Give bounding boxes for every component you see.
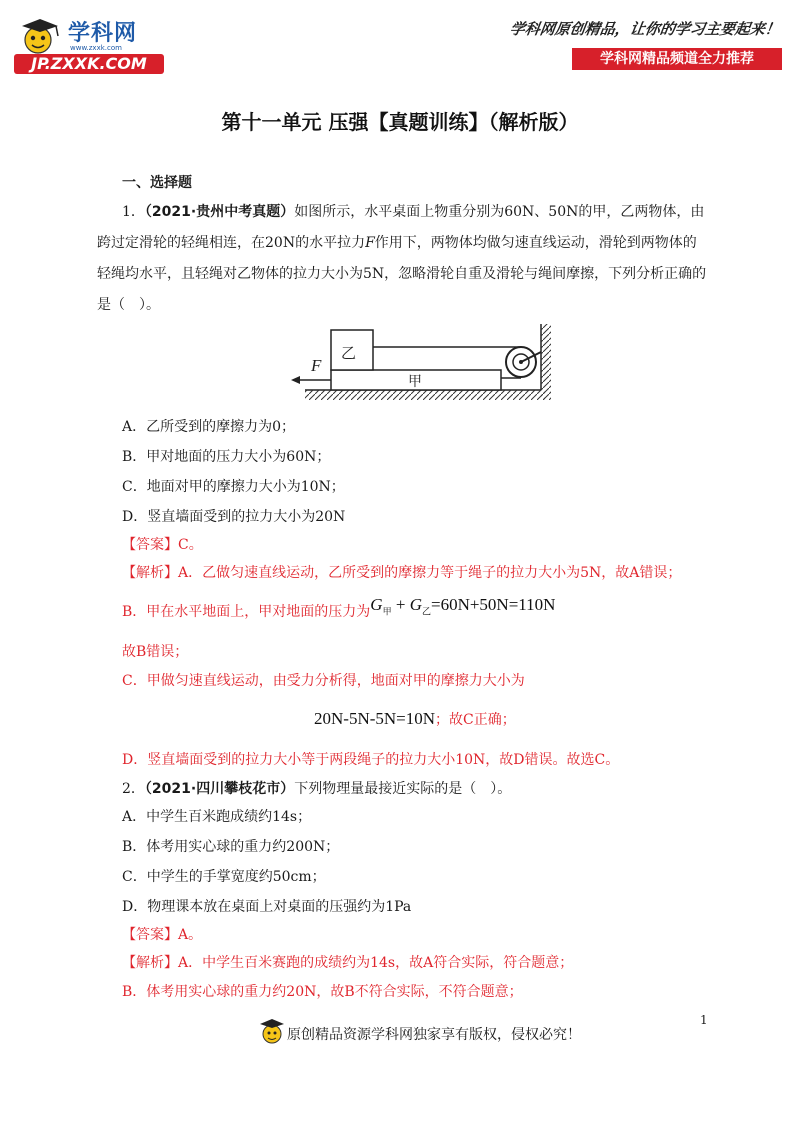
- q1-number: 1．: [122, 204, 145, 220]
- page-number: 1: [700, 1013, 708, 1027]
- q1-stem-line-3: 轻绳均水平，且轻绳对乙物体的拉力大小为5N，忽略滑轮自重及滑轮与绳间摩擦，下列分析正确的: [97, 266, 707, 282]
- formula-rest: =60N+50N=110N: [430, 595, 556, 614]
- q1-stem-1: 如图所示，水平桌面上物重分别为60N、50N的甲，乙两物体，由: [294, 204, 705, 220]
- formula-plus: +: [395, 595, 406, 614]
- formula-g2: G: [409, 595, 422, 614]
- q2-analysis-b: B．体考用实心球的重力约20N，故B不符合实际，不符合题意；: [122, 984, 523, 1000]
- q2-stem-text: 下列物理量最接近实际的是（ ）。: [294, 781, 512, 797]
- block-jia-label: 甲: [408, 374, 422, 390]
- q1-stem-line-1: [122, 202, 704, 222]
- q1-stem-2-end: 作用下，两物体均做匀速直线运动，滑轮到两物体的: [374, 235, 697, 251]
- q1-option-d: D．竖直墙面受到的拉力大小为20N: [122, 509, 346, 525]
- wall-hatch: [541, 324, 551, 400]
- logo-url: www.zxxk.com: [70, 44, 122, 52]
- q1-figure: [285, 322, 565, 408]
- q1-analysis-c: C．甲做匀速直线运动，由受力分析得，地面对甲的摩擦力大小为: [122, 673, 525, 689]
- logo: [14, 16, 164, 74]
- q1-option-c: C．地面对甲的摩擦力大小为10N；: [122, 479, 345, 495]
- q1-analysis-c-end: ；故C正确；: [435, 712, 516, 728]
- q1-analysis-c-line: [314, 709, 516, 730]
- footer-mascot-icon: [258, 1016, 286, 1046]
- q2-stem: [122, 779, 511, 799]
- q2-option-a: A．中学生百米跑成绩约14s；: [122, 809, 312, 825]
- q1-analysis-b-end: 故B错误；: [122, 644, 189, 660]
- section-title: 一、选择题: [122, 175, 192, 191]
- q1-analysis-a: 【解析】A．乙做匀速直线运动，乙所受到的摩擦力等于绳子的拉力大小为5N，故A错误；: [122, 565, 682, 581]
- q2-option-b: B．体考用实心球的重力约200N；: [122, 839, 340, 855]
- q1-analysis-c-formula: 20N-5N-5N=10N: [314, 709, 436, 728]
- q1-analysis-d: D．竖直墙面受到的拉力大小等于两段绳子的拉力大小10N，故D错误。故选C。: [122, 752, 620, 768]
- page-title: 第十一单元 压强【真题训练】（解析版）: [221, 110, 579, 134]
- formula-sub2: 乙: [421, 606, 431, 617]
- q1-analysis-b-text: B．甲在水平地面上，甲对地面的压力为: [122, 604, 371, 620]
- force-label: F: [311, 356, 322, 375]
- q1-option-b: B．甲对地面的压力大小为60N；: [122, 449, 331, 465]
- formula-g1: G: [370, 595, 383, 614]
- footer-copyright: 原创精品资源学科网独家享有版权，侵权必究！: [287, 1027, 581, 1043]
- q2-option-c: C．中学生的手掌宽度约50cm；: [122, 869, 326, 885]
- q1-source: （2021·贵州中考真题）: [144, 204, 295, 220]
- formula-sub1: 甲: [382, 606, 392, 617]
- q1-stem-line-2: [97, 233, 697, 253]
- channel-banner: 学科网精品频道全力推荐: [572, 48, 782, 70]
- ground-hatch: [305, 390, 545, 400]
- q1-option-a: A．乙所受到的摩擦力为0；: [122, 419, 296, 435]
- logo-text: 学科网: [68, 21, 138, 46]
- q2-option-d: D．物理课本放在桌面上对桌面的压强约为1Pa: [122, 899, 412, 915]
- q1-answer: 【答案】C。: [122, 537, 203, 553]
- q2-analysis-a: 【解析】A．中学生百米赛跑的成绩约为14s，故A符合实际，符合题意；: [122, 955, 574, 971]
- q1-stem-line-4: 是（ ）。: [97, 297, 160, 313]
- header-slogan: 学科网原创精品，让你的学习主要起来！: [508, 20, 782, 38]
- mascot-icon: [14, 16, 66, 56]
- q2-answer: 【答案】A。: [122, 927, 203, 943]
- q1-analysis-b-formula: [370, 595, 556, 617]
- force-arrowhead: [291, 376, 300, 384]
- q2-source: （2021·四川攀枝花市）: [144, 781, 295, 797]
- q2-number: 2．: [122, 781, 145, 797]
- logo-banner: JP.ZXXK.COM: [14, 54, 164, 74]
- block-yi-label: 乙: [341, 344, 357, 362]
- q1-stem-2: 跨过定滑轮的轻绳相连，在20N的水平拉力: [97, 235, 366, 251]
- q1-force-var: F: [365, 235, 375, 251]
- q1-analysis-b: [122, 595, 556, 627]
